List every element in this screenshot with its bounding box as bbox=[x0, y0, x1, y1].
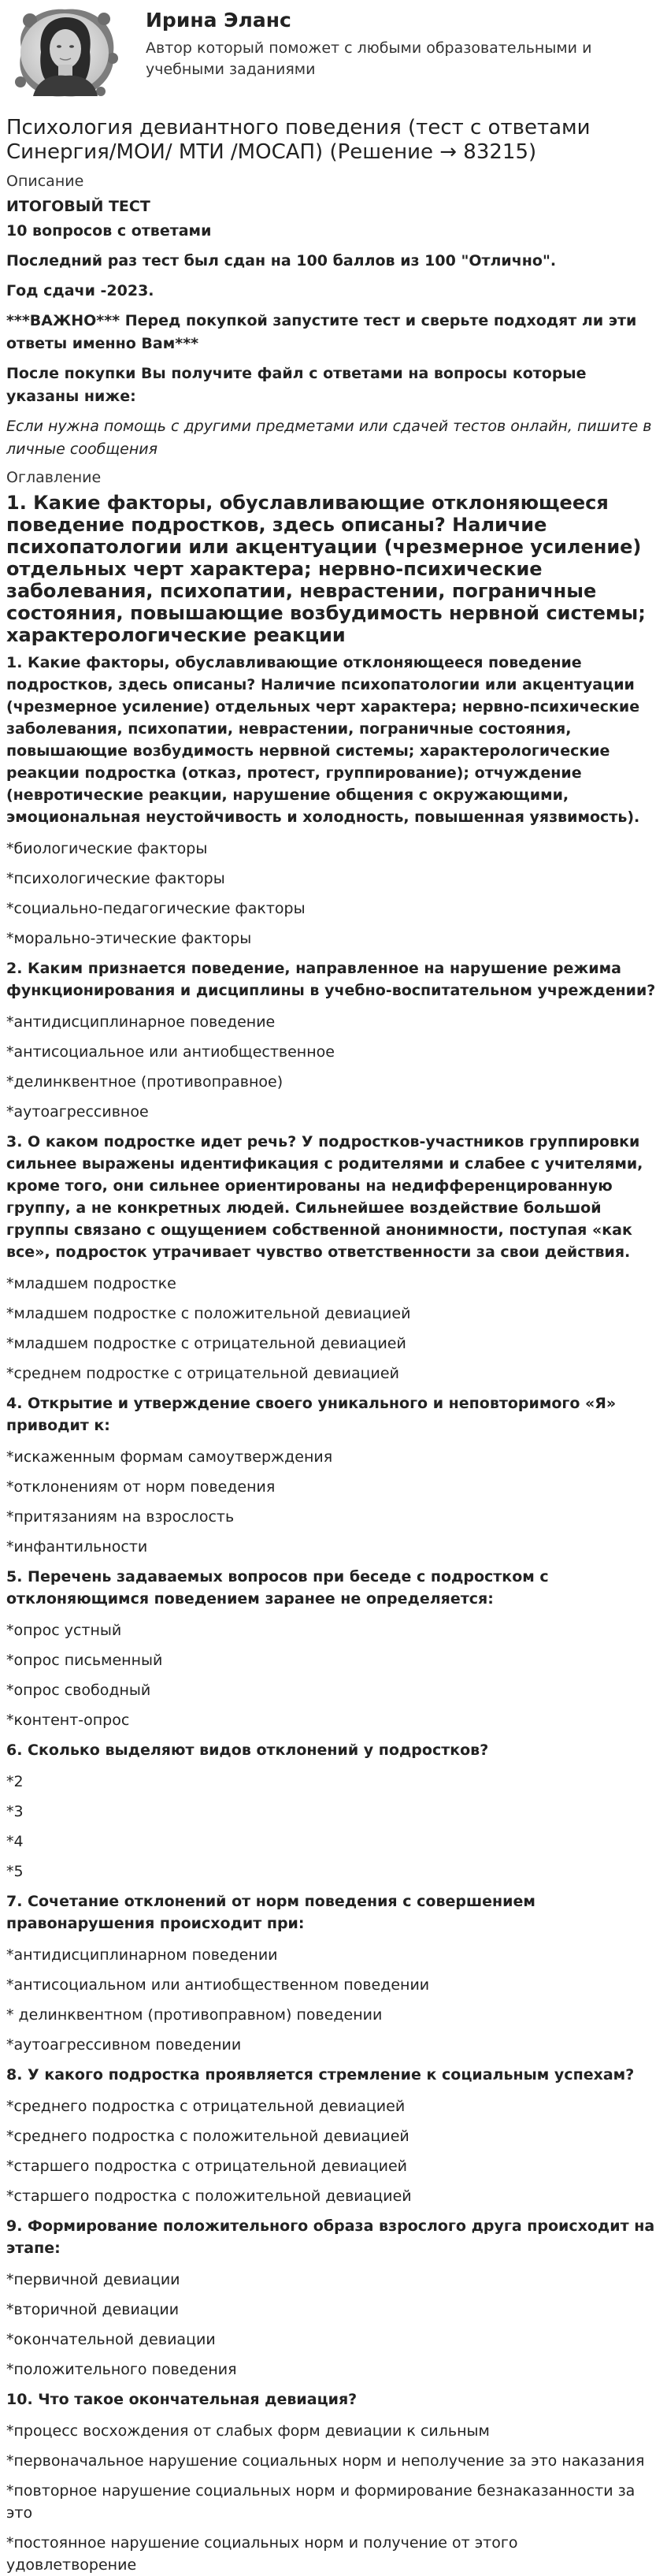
question-text: 7. Сочетание отклонений от норм поведения с совершением правонарушения происходит при: bbox=[6, 1893, 535, 1932]
author-bio: Автор который поможет с любыми образовательными и учебными заданиями bbox=[146, 39, 592, 78]
question-block bbox=[6, 1392, 661, 1558]
main-content bbox=[0, 116, 667, 2576]
answer-option: *окончательной девиации bbox=[6, 2331, 216, 2348]
answer-option: *антидисциплинарное поведение bbox=[6, 1013, 276, 1031]
answer-option: *3 bbox=[6, 1803, 24, 1820]
question-block bbox=[6, 1739, 661, 1883]
answer-options bbox=[6, 2420, 661, 2576]
answer-option: *среднем подростке с отрицательной девиацией bbox=[6, 1365, 399, 1382]
answer-option: *инфантильности bbox=[6, 1538, 148, 1556]
answer-options bbox=[6, 1944, 661, 2056]
question-text: 6. Сколько выделяют видов отклонений у подростков? bbox=[6, 1741, 489, 1759]
question-block bbox=[6, 1566, 661, 1731]
answer-option: *постоянное нарушение социальных норм и получение от этого удовлетворение bbox=[6, 2534, 518, 2574]
author-card bbox=[0, 0, 667, 110]
description-label: Описание bbox=[6, 173, 84, 190]
description-body bbox=[6, 195, 661, 461]
answer-options bbox=[6, 1771, 661, 1883]
answer-option: *среднего подростка с положительной девиацией bbox=[6, 2128, 409, 2145]
answer-option: *первичной девиации bbox=[6, 2271, 180, 2288]
toc-heading[interactable]: 1. Какие факторы, обуславливающие отклоняющееся поведение подростков, здесь описаны? Наличие психопатологии или акцентуации (чрезмерное усиление) отдельных черт характера; нервно-психические заболевания, психопатии, неврастении, пограничные состояния, повышающие возбудимость нервной системы; характерологические реакции bbox=[6, 492, 646, 646]
avatar-woman-photo-icon[interactable] bbox=[6, 3, 123, 102]
answer-option: *антидисциплинарном поведении bbox=[6, 1946, 278, 1964]
answer-option: *2 bbox=[6, 1773, 24, 1790]
question-block bbox=[6, 2064, 661, 2207]
answer-options bbox=[6, 2095, 661, 2207]
author-name[interactable]: Ирина Эланс bbox=[146, 9, 291, 32]
question-block bbox=[6, 1131, 661, 1385]
answer-option: *аутоагрессивное bbox=[6, 1103, 149, 1121]
answer-option: *морально-этические факторы bbox=[6, 930, 252, 947]
answer-option: *антисоциальном или антиобщественном поведении bbox=[6, 1976, 430, 1994]
page-title: Психология девиантного поведения (тест с ответами Синергия/МОИ/ МТИ /МОСАП) (Решение → 83215) bbox=[6, 116, 591, 164]
description-paragraph: Последний раз тест был сдан на 100 баллов из 100 "Отлично". bbox=[6, 252, 557, 269]
answer-options bbox=[6, 1619, 661, 1731]
answer-options bbox=[6, 838, 661, 950]
answer-options bbox=[6, 2269, 661, 2381]
answer-option: *психологические факторы bbox=[6, 870, 225, 887]
answer-option: *опрос письменный bbox=[6, 1652, 163, 1669]
answer-option: *младшем подростке с положительной девиацией bbox=[6, 1305, 411, 1322]
answer-option: *среднего подростка с отрицательной девиацией bbox=[6, 2098, 406, 2115]
question-block bbox=[6, 2215, 661, 2381]
questions-list bbox=[6, 652, 661, 2576]
question-text: 4. Открытие и утверждение своего уникального и неповторимого «Я» приводит к: bbox=[6, 1395, 617, 1434]
description-paragraph: После покупки Вы получите файл с ответами на вопросы которые указаны ниже: bbox=[6, 365, 587, 405]
description-paragraph: 10 вопросов с ответами bbox=[6, 222, 212, 240]
toc-label: Оглавление bbox=[6, 469, 102, 486]
answer-option: *делинквентное (противоправное) bbox=[6, 1073, 283, 1091]
answer-option: *процесс восхождения от слабых форм девиации к сильным bbox=[6, 2422, 490, 2440]
answer-option: *старшего подростка с отрицательной девиацией bbox=[6, 2158, 408, 2175]
answer-option: *контент-опрос bbox=[6, 1712, 130, 1729]
description-paragraph: Год сдачи -2023. bbox=[6, 282, 154, 299]
answer-option: *социально-педагогические факторы bbox=[6, 900, 306, 917]
answer-option: *опрос свободный bbox=[6, 1682, 151, 1699]
answer-option: *вторичной девиации bbox=[6, 2301, 180, 2318]
question-text: 3. О каком подростке идет речь? У подростков-участников группировки сильнее выражены идентификация с родителями и слабее с учителями, кроме того, они сильнее ориентированы на недифференцированную группу, а не конкретных людей. Сильнейшее воздействие большой группы связано с ощущением собственной анонимности, поступая «как все», подросток утрачивает чувство ответственности за свои действия. bbox=[6, 1133, 643, 1261]
answer-option: *опрос устный bbox=[6, 1622, 122, 1639]
answer-option: * делинквентном (противоправном) поведении bbox=[6, 2006, 383, 2024]
answer-option: *положительного поведения bbox=[6, 2361, 237, 2378]
question-text: 5. Перечень задаваемых вопросов при беседе с подростком с отклоняющимся поведением заранее не определяется: bbox=[6, 1568, 549, 1608]
question-text: 10. Что такое окончательная девиация? bbox=[6, 2391, 358, 2408]
question-text: 1. Какие факторы, обуславливающие отклоняющееся поведение подростков, здесь описаны? Наличие психопатологии или акцентуации (чрезмерное усиление) отдельных черт характера; нервно-психические заболевания, психопатии, неврастении, пограничные состояния, повышающие возбудимость нервной системы; характерологические реакции подростка (отказ, протест, группирование); отчуждение (невротические реакции, нарушение общения с окружающими, эмоциональная неустойчивость и холодность, повышенная уязвимость). bbox=[6, 654, 640, 826]
answer-option: *аутоагрессивном поведении bbox=[6, 2036, 242, 2054]
answer-options bbox=[6, 1011, 661, 1123]
answer-options bbox=[6, 1446, 661, 1558]
question-block bbox=[6, 2388, 661, 2576]
description-paragraph: ***ВАЖНО*** Перед покупкой запустите тест и сверьте подходят ли эти ответы именно Вам*** bbox=[6, 312, 637, 352]
answer-option: *искаженным формам самоутверждения bbox=[6, 1448, 333, 1466]
question-text: 8. У какого подростка проявляется стремление к социальным успехам? bbox=[6, 2066, 635, 2083]
answer-option: *повторное нарушение социальных норм и формирование безнаказанности за это bbox=[6, 2482, 636, 2522]
question-text: 9. Формирование положительного образа взрослого друга происходит на этапе: bbox=[6, 2217, 655, 2257]
answer-options bbox=[6, 1273, 661, 1385]
question-block bbox=[6, 652, 661, 950]
answer-option: *4 bbox=[6, 1833, 24, 1850]
answer-option: *младшем подростке bbox=[6, 1275, 176, 1292]
question-block bbox=[6, 1890, 661, 2056]
answer-option: *5 bbox=[6, 1863, 24, 1880]
answer-option: *отклонениям от норм поведения bbox=[6, 1478, 276, 1496]
answer-option: *биологические факторы bbox=[6, 840, 208, 857]
answer-option: *младшем подростке с отрицательной девиацией bbox=[6, 1335, 406, 1352]
description-paragraph: Если нужна помощь с другими предметами или сдачей тестов онлайн, пишите в личные сообщения bbox=[6, 418, 652, 458]
answer-option: *антисоциальное или антиобщественное bbox=[6, 1043, 335, 1061]
question-text: 2. Каким признается поведение, направленное на нарушение режима функционирования и дисциплины в учебно-воспитательном учреждении? bbox=[6, 960, 656, 999]
question-block bbox=[6, 957, 661, 1123]
answer-option: *старшего подростка с положительной девиацией bbox=[6, 2188, 412, 2205]
answer-option: *первоначальное нарушение социальных норм и неполучение за это наказания bbox=[6, 2452, 645, 2470]
answer-option: *притязаниям на взрослость bbox=[6, 1508, 235, 1526]
description-paragraph: ИТОГОВЫЙ ТЕСТ bbox=[6, 198, 150, 215]
